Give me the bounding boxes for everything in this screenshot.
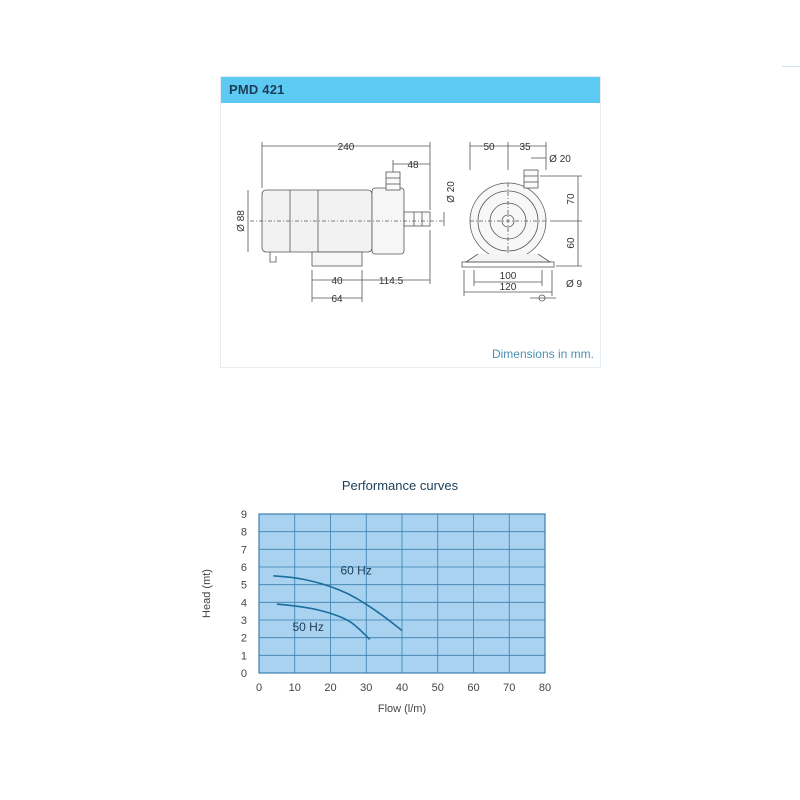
top-outlet	[386, 172, 400, 190]
x-tick-label: 30	[360, 682, 373, 694]
chart-title: Performance curves	[341, 478, 459, 493]
dim-base-offset: 114.5	[378, 276, 404, 287]
performance-chart	[0, 500, 800, 730]
x-tick-label: 60	[467, 682, 480, 694]
base-foot	[312, 252, 362, 266]
dim-port-dia: Ø 20	[446, 181, 457, 203]
side-inlet	[404, 212, 430, 226]
dim-upper-height: 70	[566, 193, 577, 205]
y-tick-label: 2	[240, 632, 247, 645]
series-label: 60 Hz	[340, 563, 372, 578]
y-axis-label: Head (mt)	[201, 569, 213, 618]
dim-length: 240	[337, 142, 355, 153]
dim-body-dia: Ø 88	[236, 210, 247, 232]
y-tick-label: 0	[240, 668, 247, 680]
y-tick-label: 1	[240, 650, 247, 663]
dim-hole-dia: Ø 9	[565, 279, 583, 290]
x-axis-label: Flow (l/m)	[377, 703, 427, 715]
series-label: 50 Hz	[292, 619, 324, 634]
x-tick-label: 20	[324, 682, 337, 694]
y-tick-label: 3	[240, 615, 247, 627]
x-tick-label: 50	[431, 682, 444, 694]
dim-foot-inner: 100	[499, 271, 517, 282]
dim-base-width: 40	[331, 276, 343, 287]
y-tick-label: 6	[240, 562, 247, 574]
x-tick-label: 40	[395, 682, 409, 694]
front-foot	[466, 254, 550, 262]
x-tick-label: 10	[288, 682, 301, 694]
y-tick-label: 8	[240, 526, 247, 539]
dim-outlet-dia: Ø 20	[549, 154, 571, 165]
dim-base-total: 64	[331, 294, 343, 305]
dimensions-note: Dimensions in mm.	[491, 347, 594, 361]
y-tick-label: 9	[240, 509, 247, 521]
x-tick-label: 0	[255, 682, 263, 694]
dim-outlet-offset: 48	[407, 160, 419, 171]
x-tick-label: 70	[503, 682, 516, 694]
x-tick-label: 80	[538, 682, 552, 694]
front-outlet	[524, 170, 538, 188]
dim-front-left: 50	[483, 142, 495, 153]
y-tick-label: 5	[240, 579, 247, 592]
y-tick-label: 4	[240, 597, 247, 610]
dim-lower-height: 60	[566, 237, 577, 249]
dim-foot-outer: 120	[499, 282, 517, 293]
y-tick-label: 7	[240, 544, 247, 557]
card-title: PMD 421	[229, 82, 285, 97]
dim-front-right: 35	[519, 142, 531, 153]
